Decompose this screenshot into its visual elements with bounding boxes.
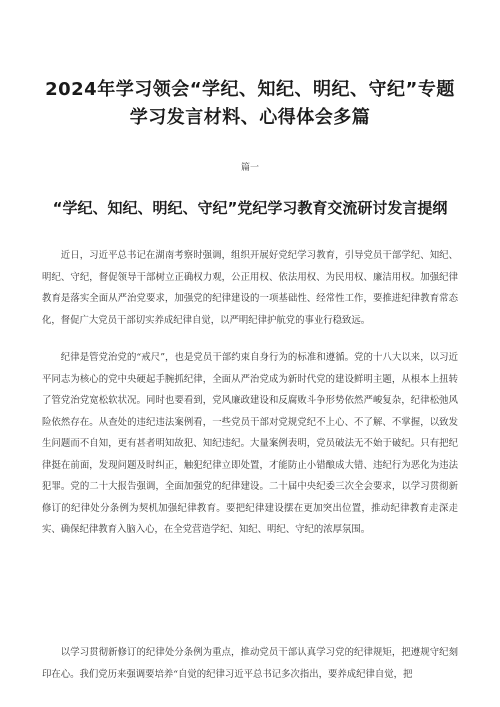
paragraph-1: 近日，习近平总书记在湖南考察时强调，组织开展好党纪学习教育，引导党员干部学纪、知纪、明纪、守纪，督促领导干部树立正确权力观，公正用权、依法用权、为民用权、廉洁用权。加强纪律教育是落实全面从严治党要求，加强党的纪律建设的一项基础性、经常性工作，要推进纪律教育常态化，督促广大党员干部切实养成纪律自觉，以严明纪律护航党的事业行稳致远。 bbox=[42, 250, 458, 326]
section-title: “学纪、知纪、明纪、守纪”党纪学习教育交流研讨发言提纲 bbox=[52, 199, 448, 218]
paragraph-3: 以学习贯彻新修订的纪律处分条例为重点，推动党员干部认真学习党的纪律规矩，把遵规守纪刻印在心。我们党历来强调要培养“自觉的纪律习近平总书记多次指出，要养成纪律自觉，把 bbox=[42, 647, 458, 680]
document-title-line-2: 学习发言材料、心得体会多篇 bbox=[129, 107, 371, 129]
paragraph-2: 纪律是管党治党的“戒尺”，也是党员干部约束自身行为的标准和遵循。党的十八大以来，以习近平同志为核心的党中央硬起手腕抓纪律，全面从严治党成为新时代党的建设鲜明主题，从根本上扭转了管党治党宽松软状况。同时也要看到，党风廉政建设和反腐败斗争形势依然严峻复杂，纪律松弛风险依然存在。从查处的违纪违法案例看，一些党员干部对党规党纪不上心、不了解、不掌握，以致发生问题而不自知，更有甚者明知故犯、知纪违纪。大量案例表明，党员破法无不始于破纪。只有把纪律挺在前面，发现问题及时纠正，触犯纪律立即处置，才能防止小错酿成大错、违纪行为恶化为违法犯罪。党的二十大报告强调，全面加强党的纪律建设。二十届中央纪委三次全会要求，以学习贯彻新修订的纪律处分条例为契机加强纪律教育。要把纪律建设摆在更加突出位置，推动纪律教育走深走实、确保纪律教育入脑入心，在全党营造学纪、知纪、明纪、守纪的浓厚氛围。 bbox=[42, 352, 458, 535]
document-title bbox=[40, 76, 460, 132]
section-label: 篇一 bbox=[240, 163, 259, 173]
document-title-line-1: 2024年学习领会“学纪、知纪、明纪、守纪”专题 bbox=[45, 79, 455, 101]
